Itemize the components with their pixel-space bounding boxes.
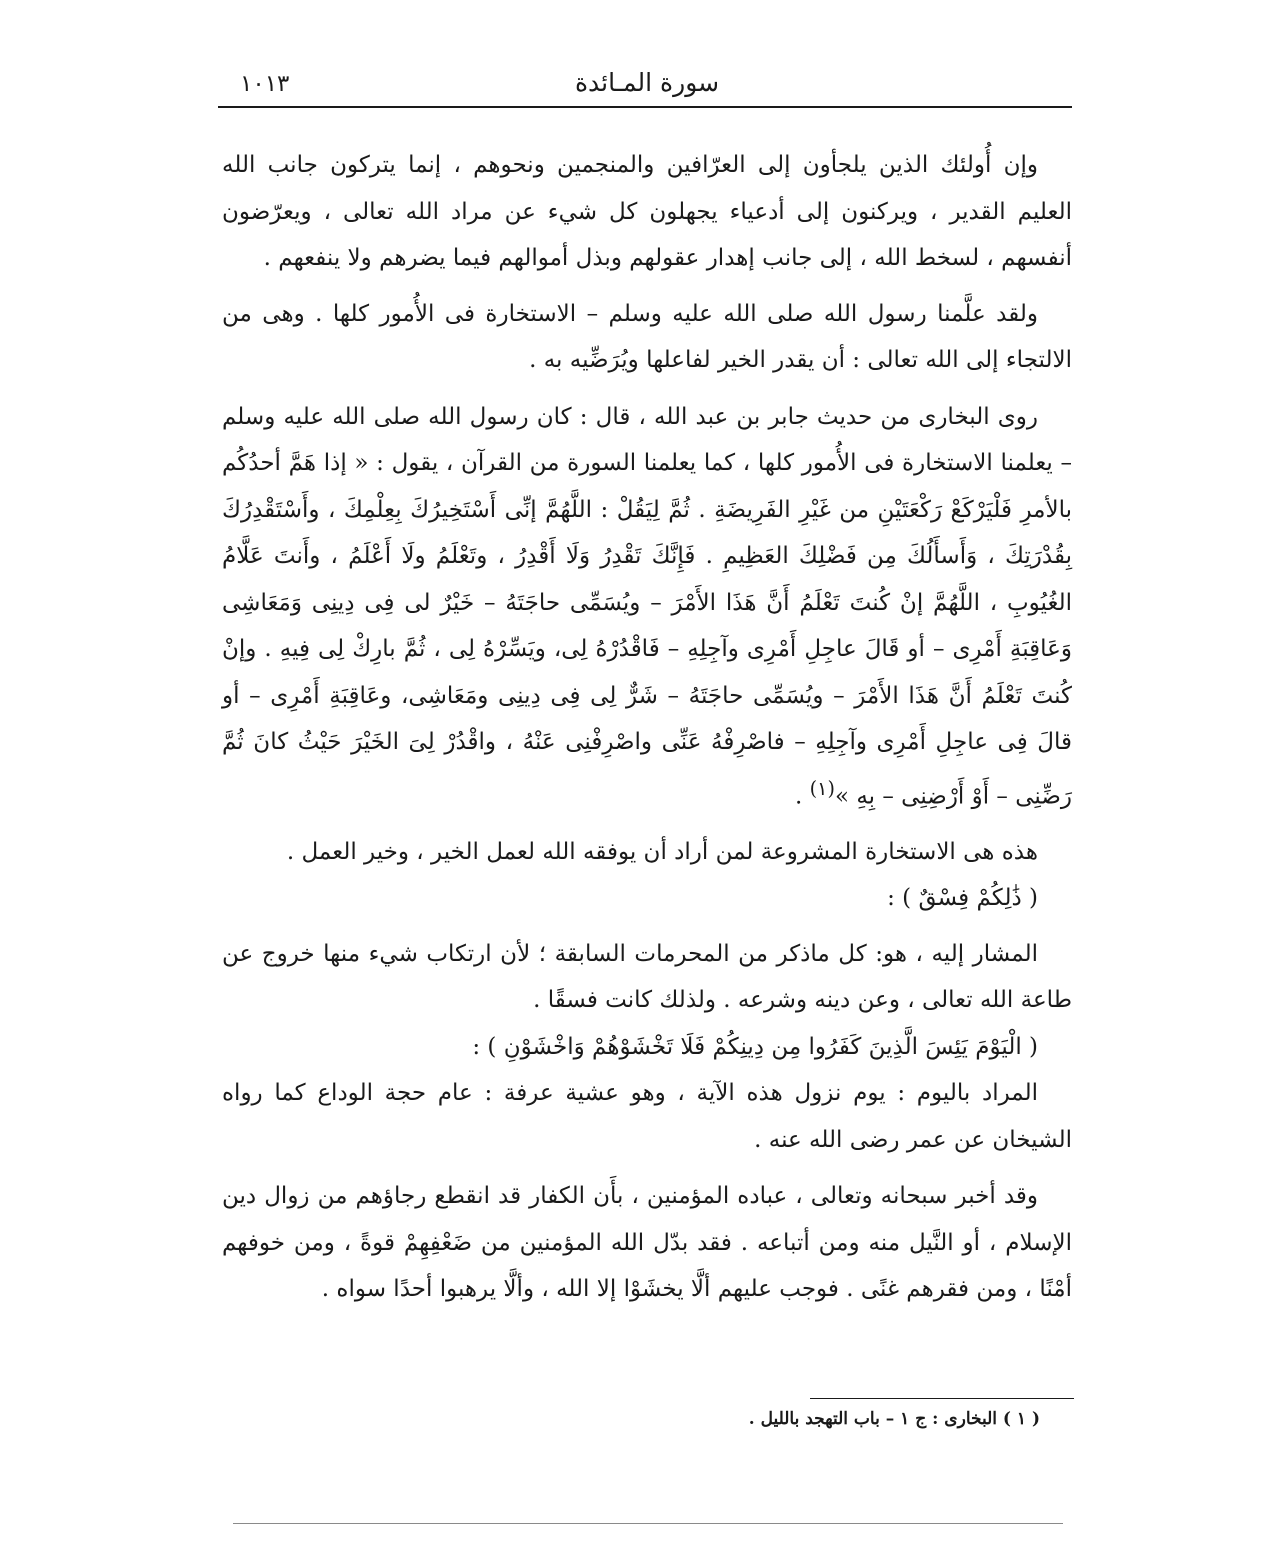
hadith-end: .: [795, 783, 810, 810]
page-header: [222, 62, 1072, 108]
bottom-scan-line: [233, 1523, 1063, 1524]
hadith-text: روى البخارى من حديث جابر بن عبد الله ، قال : كان رسول الله صلى الله عليه وسلم – يعلمنا الاستخارة فى الأُمور كلها ، كما يعلمنا السورة من القرآن ، يقول : « إذا هَمَّ أحدُكُم بالأمرِ فَلْيَرْكَعْ رَكْعَتَيْنِ من غَيْرِ الفَرِيضَةِ . ثُمَّ لِيَقُلْ : اللَّهُمَّ إنِّى أَسْتَخِيرُكَ بِعِلْمِكَ ، وأَسْتَقْدِرُكَ بِقُدْرَتِكَ ، وَأَسأَلُكَ مِن فَضْلِكَ العَظِيمِ . فَإِنَّكَ تَقْدِرُ وَلَا أَقْدِرُ ، وتَعْلَمُ ولَا أَعْلَمُ ، وأَنتَ عَلَّامُ الغُيُوبِ ، اللَّهُمَّ إنْ كُنتَ تَعْلَمُ أَنَّ هَذَا الأَمْرَ – ويُسَمِّى حاجَتَهُ – خَيْرٌ لى فِى دِينِى وَمَعَاشِى وَعَاقِبَةِ أَمْرِى – أو قَالَ عاجِلِ أَمْرِى وآجِلِهِ – فَاقْدُرْهُ لِى، ويَسِّرْهُ لِى ، ثُمَّ بارِكْ لِى فِيهِ . وإنْ كُنتَ تَعْلَمُ أَنَّ هَذَا الأَمْرَ – ويُسَمِّى حاجَتَهُ – شَرٌّ لِى فِى دِينِى ومَعَاشِى، وعَاقِبَةِ أَمْرِى – أو قالَ فِى عاجِلِ أَمْرِى وآجِلِهِ – فاصْرِفْهُ عَنِّى واصْرِفْنِى عَنْهُ ، واقْدُرْ لِىَ الخَيْرَ حَيْثُ كانَ ثُمَّ رَضِّنِى – أَوْ أَرْضِنِى – بِهِ »: [222, 403, 1072, 810]
paragraph-istikhara-summary: هذه هى الاستخارة المشروعة لمن أراد أن يوفقه الله لعمل الخير ، وخير العمل .: [286, 838, 1038, 865]
footnote: ( ١ ) البخارى : ج ١ – باب التهجد بالليل .: [748, 1409, 1040, 1429]
paragraph-hadith: [222, 394, 1072, 820]
paragraph-fortune-tellers: وإن أُولئك الذين يلجأون إلى العرّافين والمنجمين ونحوهم ، إنما يتركون جانب الله العليم القدير ، ويركنون إلى أدعياء يجهلون كل شيء عن مراد الله تعالى ، ويعرّضون أنفسهم ، لسخط الله ، إلى جانب إهدار عقولهم وبذل أموالهم فيما يضرهم ولا ينفعهم .: [222, 152, 1072, 271]
header-rule: [218, 106, 1072, 108]
page-number: ١٠١٣: [240, 71, 290, 97]
verse-heading-alyawm: ( الْيَوْمَ يَئِسَ الَّذِينَ كَفَرُوا مِن دِينِكُمْ فَلَا تَخْشَوْهُمْ وَاخْشَوْنِ ) :: [472, 1033, 1038, 1060]
paragraph-istikhara-intro: ولقد علَّمنا رسول الله صلى الله عليه وسلم – الاستخارة فى الأُمور كلها . وهى من الالتجاء إلى الله تعالى : أن يقدر الخير لفاعلها ويُرَضِّيه به .: [222, 300, 1072, 373]
main-text: [222, 142, 1072, 1313]
footnote-rule: [810, 1398, 1074, 1399]
running-title: سورة المـائدة: [574, 68, 720, 97]
paragraph-alyawm-explanation: المراد باليوم : يوم نزول هذه الآية ، وهو عشية عرفة : عام حجة الوداع كما رواه الشيخان عن عمر رضى الله عنه .: [222, 1080, 1072, 1153]
verse-heading-fisq: ( ذَٰلِكُمْ فِسْقٌ ) :: [887, 885, 1038, 912]
paragraph-fisq-explanation: المشار إليه ، هو: كل ماذكر من المحرمات السابقة ؛ لأن ارتكاب شيء منها خروج عن طاعة الله تعالى ، وعن دينه وشرعه . ولذلك كانت فسقًا .: [222, 940, 1072, 1014]
footnote-reference: (١): [809, 776, 835, 800]
paragraph-believers: وقد أخبر سبحانه وتعالى ، عباده المؤمنين ، بأَن الكفار قد انقطع رجاؤهم من زوال دين الإسلام ، أو النَّيل منه ومن أتباعه . فقد بدّل الله المؤمنين من ضَعْفِهِمْ قوةً ، ومن خوفهم أمْنًا ، ومن فقرهم غنًى . فوجب عليهم ألَّا يخشَوْا إلا الله ، وألَّا يرهبوا أحدًا سواه .: [222, 1183, 1072, 1303]
